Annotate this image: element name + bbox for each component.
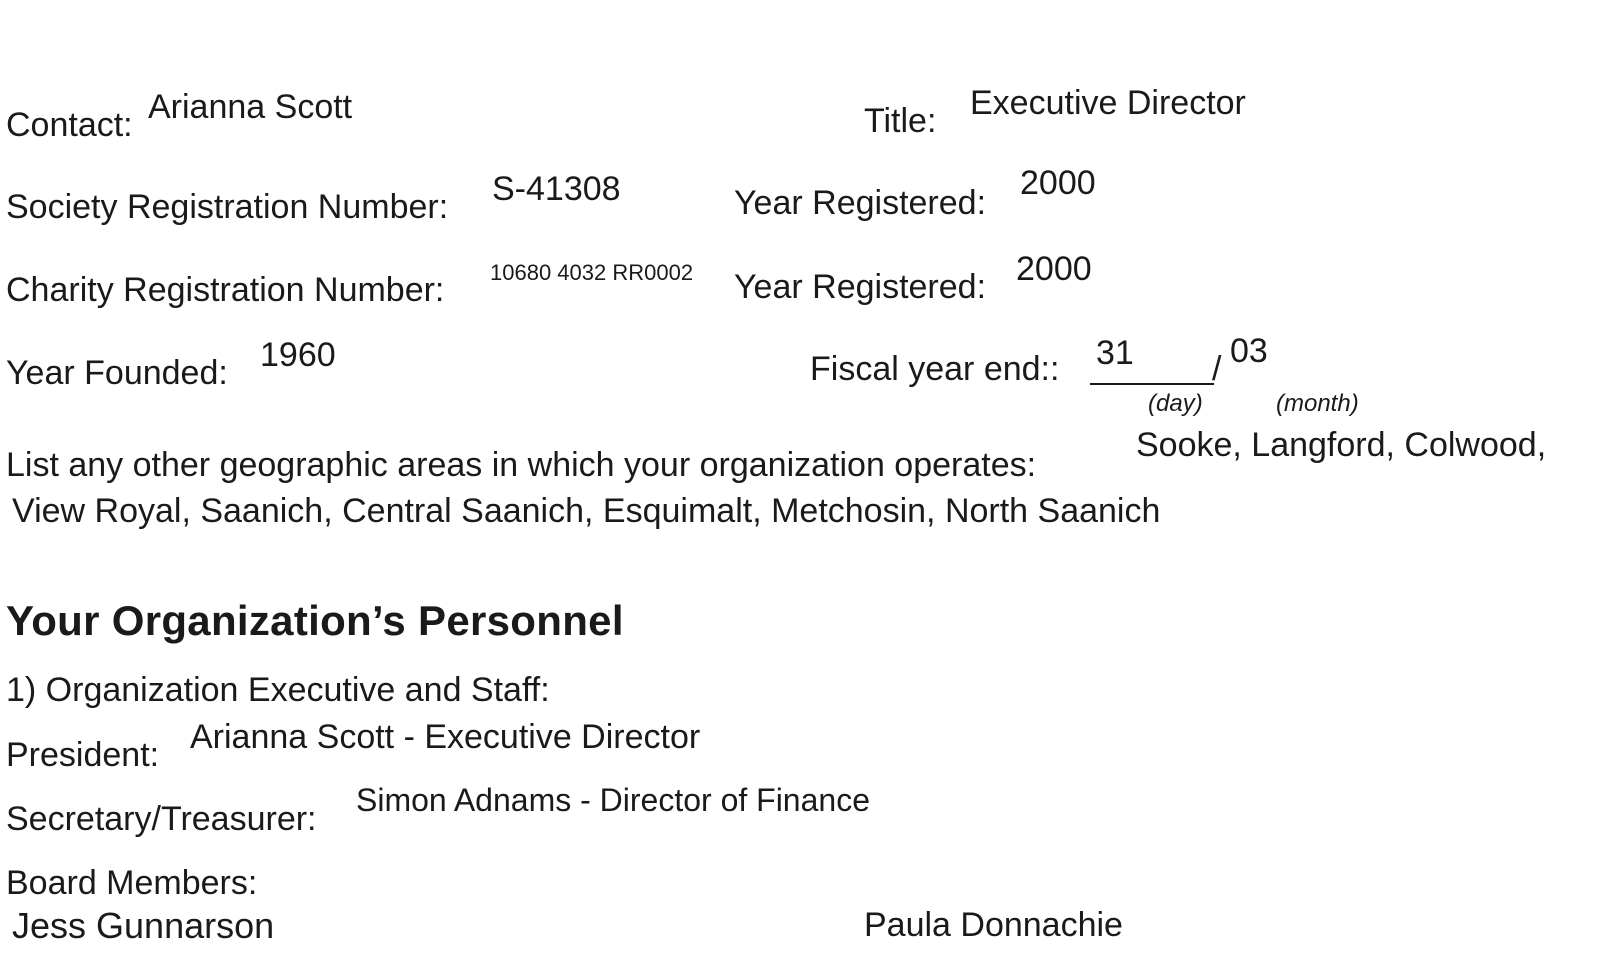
fiscal-day-underline	[1090, 383, 1214, 385]
personnel-heading: Your Organization’s Personnel	[6, 597, 624, 644]
board-member-2: Paula Donnachie	[864, 906, 1123, 944]
fiscal-day-value: 31	[1096, 334, 1134, 372]
board-member-1: Jess Gunnarson	[12, 905, 275, 946]
fiscal-month-hint: (month)	[1276, 390, 1359, 417]
geographic-areas-label: List any other geographic areas in which your organization operates:	[6, 446, 1037, 484]
president-value: Arianna Scott - Executive Director	[190, 718, 701, 756]
contact-value: Arianna Scott	[148, 88, 353, 126]
title-label: Title:	[864, 102, 937, 140]
charity-registration-label: Charity Registration Number:	[6, 271, 445, 309]
society-registration-label: Society Registration Number:	[6, 188, 449, 226]
title-value: Executive Director	[970, 84, 1246, 122]
secretary-treasurer-value: Simon Adnams - Director of Finance	[356, 782, 870, 818]
geographic-areas-value-line2: View Royal, Saanich, Central Saanich, Esquimalt, Metchosin, North Saanich	[12, 492, 1161, 530]
geographic-areas-value-line1: Sooke, Langford, Colwood,	[1136, 426, 1547, 464]
fiscal-year-end-label: Fiscal year end::	[810, 350, 1060, 388]
president-label: President:	[6, 736, 160, 774]
contact-label: Contact:	[6, 106, 133, 144]
secretary-treasurer-label: Secretary/Treasurer:	[6, 800, 317, 838]
society-year-registered-label: Year Registered:	[734, 184, 987, 222]
charity-year-registered-value: 2000	[1016, 250, 1092, 288]
society-registration-value: S-41308	[492, 170, 621, 208]
executive-staff-subheading: 1) Organization Executive and Staff:	[6, 671, 550, 709]
board-members-label: Board Members:	[6, 864, 258, 902]
year-founded-label: Year Founded:	[6, 354, 228, 392]
society-year-registered-value: 2000	[1020, 164, 1096, 202]
charity-registration-value: 10680 4032 RR0002	[490, 260, 694, 285]
fiscal-month-value: 03	[1230, 332, 1268, 370]
fiscal-separator: /	[1212, 350, 1222, 388]
fiscal-day-hint: (day)	[1148, 390, 1203, 417]
year-founded-value: 1960	[260, 336, 336, 374]
charity-year-registered-label: Year Registered:	[734, 268, 987, 306]
